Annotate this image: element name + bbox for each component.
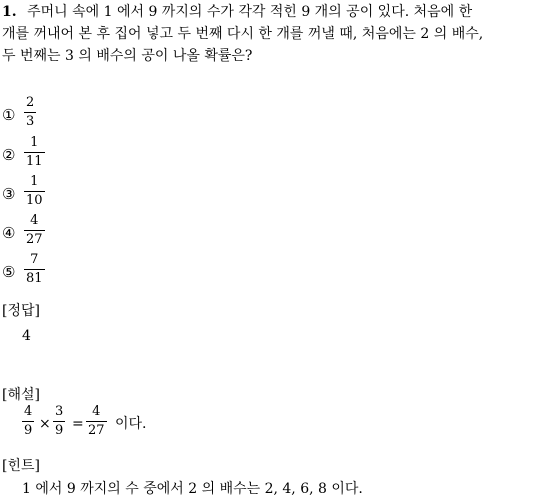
- equals-sign: =: [72, 416, 84, 432]
- choice-marker: ②: [2, 146, 16, 164]
- question-line-3: 두 번째는 3 의 배수의 공이 나올 확률은?: [2, 48, 253, 64]
- answer-value: 4: [22, 328, 31, 344]
- fraction-denominator: 27: [26, 232, 43, 247]
- explanation-fraction-2: [53, 404, 65, 438]
- choice-fraction: [24, 252, 45, 286]
- fraction-denominator: 81: [26, 271, 43, 286]
- hint-label: [힌트]: [2, 458, 40, 474]
- explanation-tail: 이다.: [115, 416, 147, 432]
- choice-fraction: [24, 213, 45, 247]
- explanation-fraction-1: [22, 404, 34, 438]
- fraction-numerator: 7: [30, 252, 39, 267]
- fraction-bar: [24, 152, 45, 153]
- fraction-denominator: 10: [26, 193, 43, 208]
- fraction-bar: [53, 421, 65, 422]
- choice-fraction: [24, 135, 45, 169]
- fraction-bar: [24, 112, 36, 113]
- fraction-bar: [24, 230, 45, 231]
- fraction-numerator: 3: [55, 404, 64, 419]
- fraction-numerator: 4: [30, 213, 39, 228]
- fraction-denominator: 11: [26, 154, 43, 169]
- choice-marker: ④: [2, 224, 16, 242]
- choice-fraction: [24, 174, 45, 208]
- question-number: 1.: [2, 4, 17, 20]
- fraction-numerator: 4: [24, 404, 33, 419]
- fraction-numerator: 4: [92, 404, 101, 419]
- explanation-fraction-3: [86, 404, 107, 438]
- hint-text: 1 에서 9 까지의 수 중에서 2 의 배수는 2, 4, 6, 8 이다.: [22, 481, 363, 497]
- answer-label: [정답]: [2, 303, 40, 319]
- times-sign: ×: [39, 416, 51, 432]
- fraction-denominator: 9: [24, 423, 33, 438]
- fraction-bar: [24, 269, 45, 270]
- explanation-label: [해설]: [2, 387, 40, 403]
- choice-marker: ⑤: [2, 263, 16, 281]
- fraction-numerator: 2: [26, 95, 35, 110]
- fraction-bar: [22, 421, 34, 422]
- fraction-bar: [24, 191, 45, 192]
- fraction-denominator: 3: [26, 114, 35, 129]
- explanation-formula: [0, 404, 535, 444]
- fraction-numerator: 1: [30, 174, 39, 189]
- fraction-bar: [86, 421, 107, 422]
- question-line-1: [2, 2, 472, 22]
- fraction-numerator: 1: [30, 135, 39, 150]
- choice-marker: ①: [2, 106, 16, 124]
- question-line-2: 개를 꺼내어 본 후 집어 넣고 두 번째 다시 한 개를 꺼낼 때, 처음에는 2 의 배수,: [2, 26, 484, 42]
- choice-marker: ③: [2, 185, 16, 203]
- fraction-denominator: 27: [88, 423, 105, 438]
- question-text-1: 주머니 속에 1 에서 9 까지의 수가 각각 적힌 9 개의 공이 있다. 처음에 한: [27, 4, 473, 20]
- fraction-denominator: 9: [55, 423, 64, 438]
- choice-fraction: [24, 95, 36, 129]
